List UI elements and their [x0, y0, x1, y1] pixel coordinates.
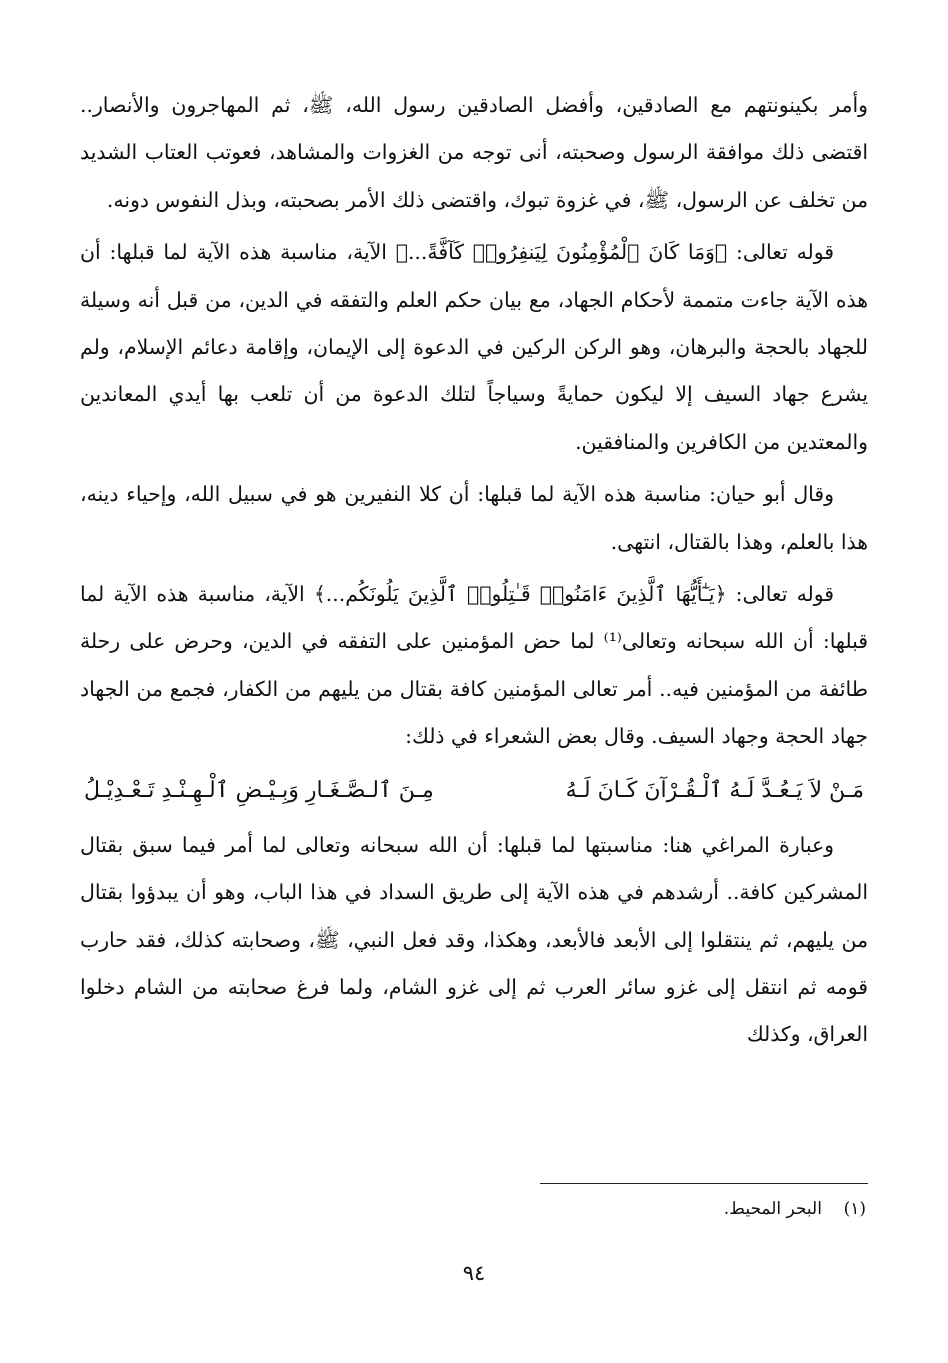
- footnote-divider: [540, 1183, 868, 1184]
- paragraph-5: وعبارة المراغي هنا: مناسبتها لما قبلها: أن الله سبحانه وتعالى لما أمر فيما سبق بقتال المشركين كافة.. أرشدهم في هذه الآية إلى طريق السداد في هذا الباب، وهو أن يبدؤوا بقتال من يليهم، ثم ينتقلوا إلى الأبعد فالأبعد، وهكذا، وقد فعل النبي، ﷺ، وصحابته كذلك، فقد حارب قومه ثم انتقل إلى غزو سائر العرب ثم إلى غزو الشام، ولما فرغ صحابته من الشام دخلوا العراق، وكذلك: [80, 832, 868, 1047]
- verse-second-hemistich: مِـنَ ٱلـصَّـغَـارِ وَبِـيْـضِ ٱلْـهِـنْـدِ تَـعْـدِيْـلُ: [84, 777, 434, 803]
- paragraph-4: قوله تعالى: ﴿يَـٰٓأَيُّهَا ٱلَّذِينَ ءَامَنُوا۟ قَـٰتِلُوا۟ ٱلَّذِينَ يَلُونَكُم...﴾ الآية، مناسبة هذه الآية لما قبلها: أن الله سبحانه وتعالى⁽¹⁾ لما حض المؤمنين على التفقه في الدين، وحرض على رحلة طائفة من المؤمنين فيه.. أمر تعالى المؤمنين كافة بقتال من يليهم من الكفار، فجمع من الجهاد جهاد الحجة وجهاد السيف. وقال بعض الشعراء في ذلك:: [80, 582, 868, 749]
- paragraph-2: قوله تعالى: ﴿وَمَا كَانَ ٱلْمُؤْمِنُونَ لِيَنفِرُوا۟ كَآفَّةً...﴾ الآية، مناسبة هذه الآية لما قبلها: أن هذه الآية جاءت متممة لأحكام الجهاد، مع بيان حكم العلم والتفقه في الدين، من قبل أنه وسيلة للجهاد بالحجة والبرهان، وهو الركن الركين في الدعوة إلى الإيمان، وإقامة دعائم الإسلام، ولم يشرع جهاد السيف إلا ليكون حمايةً وسياجاً لتلك الدعوة من أن تلعب بها أيدي المعاندين والمعتدين من الكافرين والمنافقين.: [80, 240, 868, 454]
- paragraph-3: وقال أبو حيان: مناسبة هذه الآية لما قبلها: أن كلا النفيرين هو في سبيل الله، وإحياء دينه، هذا بالعلم، وهذا بالقتال، انتهى.: [80, 482, 868, 554]
- footnote: [724, 1194, 866, 1224]
- main-text: [80, 82, 868, 1064]
- footnote-text: البحر المحيط.: [723, 1199, 822, 1219]
- paragraph-1: وأمر بكينونتهم مع الصادقين، وأفضل الصادقين رسول الله، ﷺ، ثم المهاجرون والأنصار.. اقتضى ذلك موافقة الرسول وصحبته، أنى توجه من الغزوات والمشاهد، فعوتب العتاب الشديد من تخلف عن الرسول، ﷺ، في غزوة تبوك، واقتضى ذلك الأمر بصحبته، وبذل النفوس دونه.: [80, 93, 868, 212]
- verse-first-hemistich: مَـنْ لاَ يَـعُـدَّ لَـهُ ٱلْـقُـرْآنَ كَـانَ لَـهُ: [565, 777, 864, 803]
- page-number: ٩٤: [462, 1261, 486, 1285]
- poetry-verse: [80, 766, 868, 816]
- footnote-marker: (١): [843, 1199, 866, 1219]
